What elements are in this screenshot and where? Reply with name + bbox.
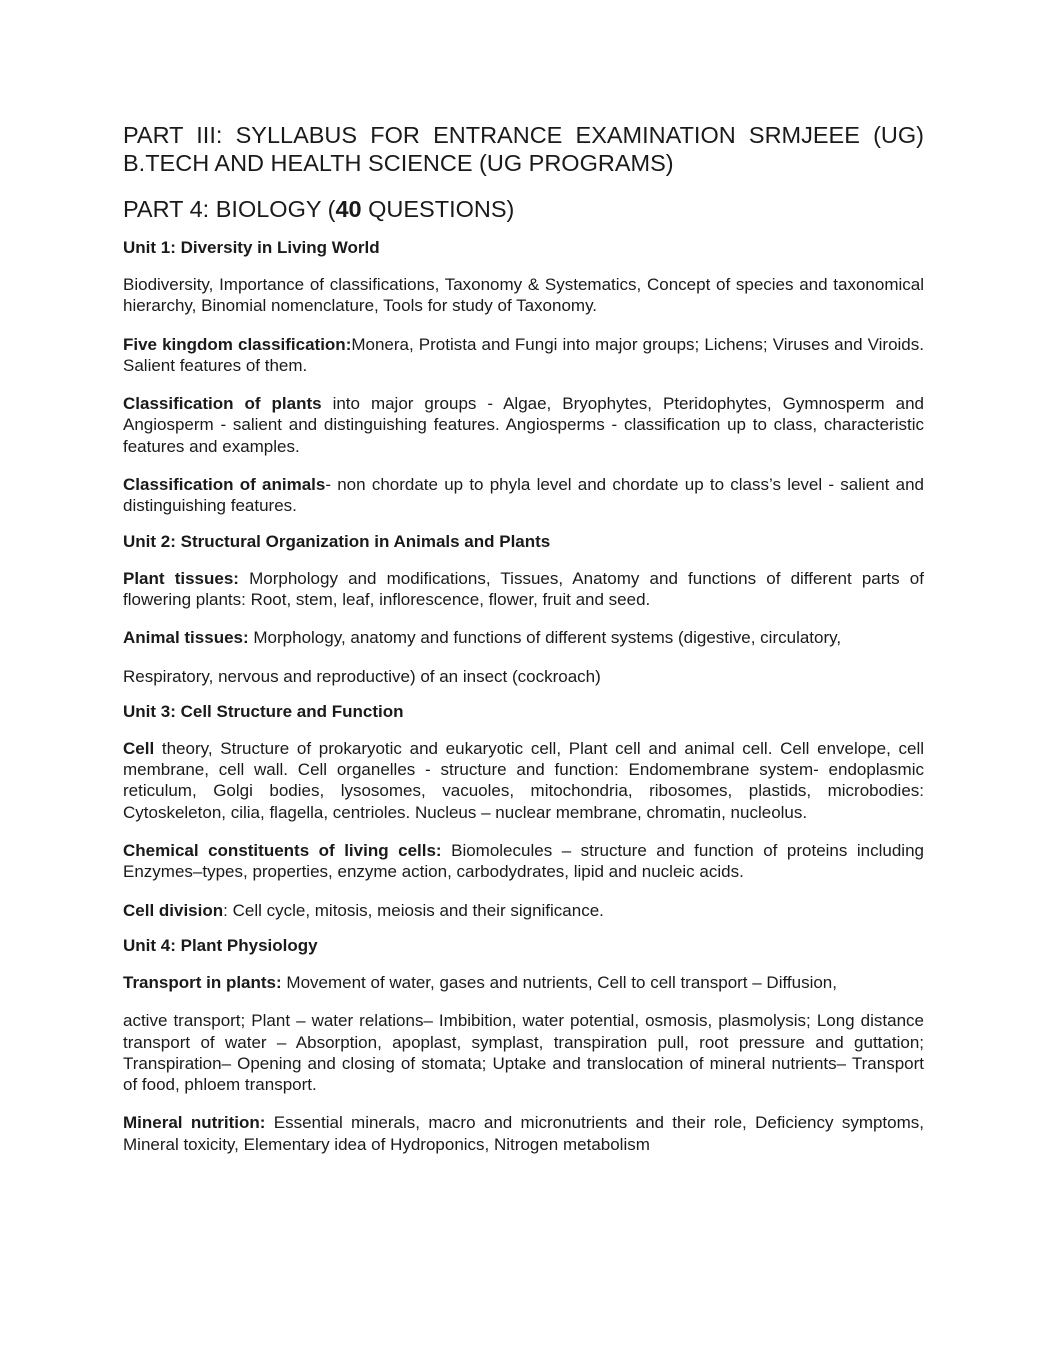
- unit-4-heading: Unit 4: Plant Physiology: [123, 935, 318, 955]
- classification-plants-label: Classification of plants: [123, 394, 322, 414]
- unit-1-paragraph-biodiversity: Biodiversity, Importance of classifications, Taxonomy & Systematics, Concept of species and taxonomical hierarchy, Binomial nomenclature, Tools for study of Taxonomy.: [123, 275, 924, 316]
- unit-1-paragraph-plants: [123, 393, 924, 457]
- cell-division-text: : Cell cycle, mitosis, meiosis and their significance.: [223, 900, 604, 920]
- plant-tissues-text: Morphology and modifications, Tissues, Anatomy and functions of different parts of flowering plants: Root, stem, leaf, inflorescence, flower, fruit and seed.: [123, 568, 924, 609]
- part-question-count: 40: [335, 196, 362, 222]
- unit-4-paragraph-transport: [123, 972, 924, 993]
- cell-label: Cell: [123, 738, 155, 758]
- unit-3-paragraph-cell: [123, 738, 924, 823]
- unit-2-paragraph-respiratory: Respiratory, nervous and reproductive) of an insect (cockroach): [123, 666, 601, 686]
- part-heading-suffix: QUESTIONS): [361, 196, 515, 222]
- mineral-nutrition-label: Mineral nutrition:: [123, 1113, 266, 1133]
- unit-2-heading: Unit 2: Structural Organization in Animals and Plants: [123, 531, 551, 551]
- unit-2-paragraph-plant-tissues: [123, 568, 924, 611]
- unit-4-paragraph-mineral-nutrition: [123, 1112, 924, 1155]
- five-kingdom-label: Five kingdom classification:: [123, 334, 352, 354]
- part-heading-prefix: PART 4: BIOLOGY (: [123, 196, 336, 222]
- mineral-nutrition-text: Essential minerals, macro and micronutrients and their role, Deficiency symptoms, Mineral toxicity, Elementary idea of Hydroponics, Nitrogen metabolism: [123, 1113, 924, 1154]
- transport-plants-text: Movement of water, gases and nutrients, Cell to cell transport – Diffusion,: [281, 972, 837, 992]
- animal-tissues-text: Morphology, anatomy and functions of different systems (digestive, circulatory,: [248, 628, 842, 648]
- unit-1-paragraph-five-kingdom: [123, 334, 924, 377]
- chemical-constituents-text: Biomolecules – structure and function of proteins including Enzymes–types, properties, enzyme action, carbodydrates, lipid and nucleic acids.: [123, 841, 924, 882]
- document-title-line-1: PART III: SYLLABUS FOR ENTRANCE EXAMINATION SRMJEEE (UG): [123, 122, 924, 148]
- unit-2-paragraph-animal-tissues: [123, 627, 924, 648]
- chemical-constituents-label: Chemical constituents of living cells:: [123, 841, 442, 861]
- cell-text: theory, Structure of prokaryotic and eukaryotic cell, Plant cell and animal cell. Cell envelope, cell membrane, cell wall. Cell organelles - structure and function: Endomembrane system- endoplasmic reticulum, Golgi bodies, lysosomes, vacuoles, mitochondria, ribosomes, plastids, microbodies: Cytoskeleton, cilia, flagella, centrioles. Nucleus – nuclear membrane, chromatin, nucleolus.: [123, 738, 924, 822]
- animal-tissues-label: Animal tissues:: [123, 628, 249, 648]
- five-kingdom-text: Monera, Protista and Fungi into major groups; Lichens; Viruses and Viroids. Salient features of them.: [123, 334, 924, 375]
- plant-tissues-label: Plant tissues:: [123, 568, 239, 588]
- unit-4-paragraph-active-transport: active transport; Plant – water relations– Imbibition, water potential, osmosis, plasmolysis; Long distance transport of water – Absorption, apoplast, symplast, transpiration pull, root pressure and guttation; Transpiration– Opening and closing of stomata; Uptake and translocation of mineral nutrients– Transport of food, phloem transport.: [123, 1011, 924, 1095]
- part-heading: [123, 195, 924, 223]
- unit-1-heading: Unit 1: Diversity in Living World: [123, 238, 380, 257]
- cell-division-label: Cell division: [123, 900, 224, 920]
- transport-plants-label: Transport in plants:: [123, 972, 282, 992]
- classification-animals-label: Classification of animals: [123, 475, 326, 495]
- classification-animals-text: - non chordate up to phyla level and chordate up to class’s level - salient and distinguishing features.: [123, 475, 924, 516]
- unit-3-paragraph-cell-division: [123, 900, 924, 921]
- unit-3-paragraph-chemical: [123, 840, 924, 883]
- unit-3-heading: Unit 3: Cell Structure and Function: [123, 701, 404, 721]
- unit-1-paragraph-animals: [123, 474, 924, 517]
- classification-plants-text: into major groups - Algae, Bryophytes, Pteridophytes, Gymnosperm and Angiosperm - salient and distinguishing features. Angiosperms - classification up to class, characteristic features and examples.: [123, 394, 924, 456]
- document-title-line-2: B.TECH AND HEALTH SCIENCE (UG PROGRAMS): [123, 150, 674, 176]
